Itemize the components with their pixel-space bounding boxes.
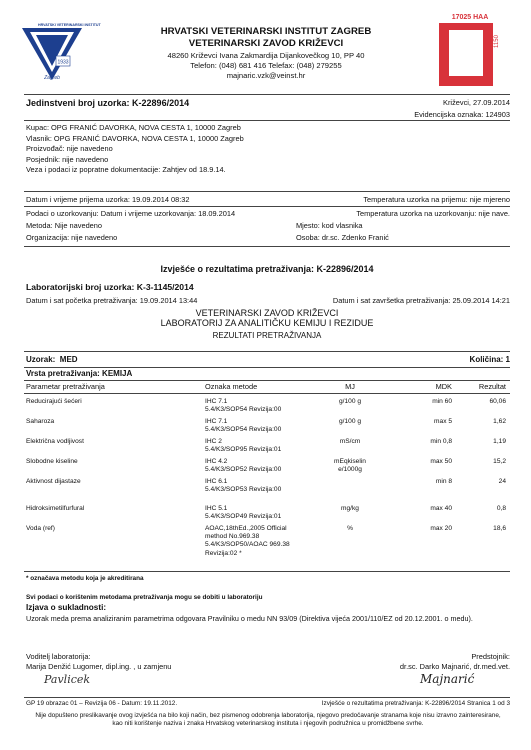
chief-name: dr.sc. Darko Majnarić, dr.med.vet. xyxy=(399,662,510,671)
result-value: 1,62 xyxy=(493,418,506,425)
method-line: 5.4/K3/SOP95 Revizija:01 xyxy=(205,446,282,454)
sample-id: Jedinstveni broj uzorka: K-22896/2014 xyxy=(26,98,190,108)
method-line: IHC 6.1 xyxy=(205,478,228,485)
conformity-text: Uzorak meda prema analiziranim parametrima odgovara Pravilniku o medu NN 93/09 (Direktiva vijeća 2001/110/EZ od 20.12.2001. o medu). xyxy=(26,614,473,623)
reception-date: Datum i vrijeme prijema uzorka: 19.09.2014 08:32 xyxy=(26,195,190,204)
mdk-value: max 40 xyxy=(430,505,452,512)
unit xyxy=(322,398,378,406)
method-code xyxy=(205,438,325,454)
result-value: 24 xyxy=(498,478,506,485)
result-value: 60,06 xyxy=(489,398,506,405)
accredited-note: * označava metodu koja je akreditirana xyxy=(26,575,144,582)
unit xyxy=(322,418,378,426)
mdk-value: max 50 xyxy=(430,458,452,465)
phone-line: Telefon: (048) 681 416 Telefax: (048) 279255 xyxy=(190,60,342,70)
unit-line: g/100 g xyxy=(339,418,361,425)
unit xyxy=(322,458,378,474)
sampling-org: Organizacija: nije navedeno xyxy=(26,233,118,242)
method-line: IHC 5.1 xyxy=(205,505,228,512)
header-parameter: Parametar pretraživanja xyxy=(26,382,105,391)
chief-label: Predstojnik: xyxy=(471,652,510,661)
report-lab: LABORATORIJ ZA ANALITIČKU KEMIJU I REZIDUE xyxy=(160,318,374,329)
parameter-name: Električna vodljivost xyxy=(26,438,84,445)
quantity: Količina: 1 xyxy=(469,355,510,364)
unit-line: e/1000g xyxy=(338,466,362,474)
method-line: 5.4/K3/SOP54 Revizija:00 xyxy=(205,426,282,434)
test-start: Datum i sat početka pretraživanja: 19.09.2014 13:44 xyxy=(26,296,198,305)
sampling-place: Mjesto: kod vlasnika xyxy=(296,221,363,230)
lab-head-name: Marija Denžić Lugomer, dipl.ing. , u zamjenu xyxy=(26,662,172,671)
documentation: Veza i podaci iz popratne dokumentacije: Zahtjev od 18.9.14. xyxy=(26,165,226,175)
result-value: 0,8 xyxy=(496,505,506,512)
unit-line: % xyxy=(347,525,353,532)
footer-page: Izvješće o rezultatima pretraživanja: K-22896/2014 Stranica 1 od 3 xyxy=(321,700,510,707)
mdk-value: min 60 xyxy=(432,398,452,405)
accreditation-logo-icon xyxy=(428,23,512,87)
results-heading: REZULTATI PRETRAŽIVANJA xyxy=(212,331,322,340)
chief-signature: Majnarić xyxy=(420,672,475,686)
producer: Proizvođač: nije navedeno xyxy=(26,144,113,154)
method-line: IHC 2 xyxy=(205,438,222,445)
accreditation-code: 17025 HAA xyxy=(451,14,489,21)
method-line: Revizija:02 * xyxy=(205,549,242,557)
unit xyxy=(322,438,378,446)
lab-head-label: Voditelj laboratorija: xyxy=(26,652,91,661)
sampling-data: Podaci o uzorkovanju: Datum i vrijeme uzorkovanja: 18.09.2014 xyxy=(26,209,236,218)
result-value: 1,19 xyxy=(493,438,506,445)
header-method: Oznaka metode xyxy=(205,382,258,391)
parameter-name: Saharoza xyxy=(26,418,55,425)
report-title: Izvješće o rezultatima pretraživanja: K-22896/2014 xyxy=(160,264,374,274)
test-type: Vrsta pretraživanja: KEMIJA xyxy=(26,369,133,378)
customer: Kupac: OPG FRANIĆ DAVORKA, NOVA CESTA 1, 10000 Zagreb xyxy=(26,123,241,132)
unit-line: mS/cm xyxy=(339,438,361,445)
parameter-name: Aktivnost dijastaze xyxy=(26,478,81,485)
method-line: IHC 7.1 xyxy=(205,398,228,405)
institute-logo-icon xyxy=(22,20,82,82)
result-value: 15,2 xyxy=(493,458,506,465)
lab-number: Laboratorijski broj uzorka: K-3-1145/2014 xyxy=(26,282,194,292)
mdk-value: max 20 xyxy=(430,525,452,532)
result-value: 18,6 xyxy=(493,525,506,532)
conformity-title: Izjava o sukladnosti: xyxy=(26,603,107,612)
mdk-value: min 8 xyxy=(435,478,452,485)
header-unit: MJ xyxy=(345,382,355,391)
unit-line: g/100 g xyxy=(339,398,361,405)
method-line: 5.4/K3/SOP53 Revizija:00 xyxy=(205,486,282,494)
method-code xyxy=(205,505,325,521)
accreditation-number: 1150 xyxy=(494,35,500,48)
institute-name: HRVATSKI VETERINARSKI INSTITUT ZAGREB xyxy=(160,26,372,37)
method-line: 5.4/K3/SOP49 Revizija:01 xyxy=(205,513,282,521)
address-line: 48260 Križevci Ivana Zakmardija Dijankovečkog 10, PP 40 xyxy=(167,51,365,60)
institute-address xyxy=(96,51,436,81)
unit-line: mg/kg xyxy=(341,505,359,512)
parameter-name: Reducirajući šećeri xyxy=(26,398,82,405)
method-line: 5.4/K3/SOP50/AOAC 969.38 xyxy=(205,541,290,549)
footer-form: GP 19 obrazac 01 – Revizija 06 - Datum: 19.11.2012. xyxy=(26,700,178,707)
method-code xyxy=(205,458,325,474)
parameter-name: Voda (ref) xyxy=(26,525,55,532)
method-line: IHC 7.1 xyxy=(205,418,228,425)
header-result: Rezultat xyxy=(478,382,506,391)
sample-id-value: K-22896/2014 xyxy=(132,98,190,108)
mdk-value: min 0,8 xyxy=(430,438,452,445)
method-code xyxy=(205,478,325,494)
footer-disclaimer: Nije dopušteno preslikavanje ovog izvješća na bilo koji način, bez pismenog odobrenja laboratorija, njegovo predočavanje stranama koje nisu izravno zainteresirane, kao niti korištenje naziva i znaka Hrvatskog veterinarskog instituta i njegovih podružnica u promidžbene svrhe. xyxy=(35,712,501,728)
method-line: 5.4/K3/SOP54 Revizija:00 xyxy=(205,406,282,414)
institute-title xyxy=(96,26,436,49)
parameter-name: Hidroksimetilfurfural xyxy=(26,505,85,512)
evidence-value: 124903 xyxy=(485,110,510,119)
lab-head-signature: Pavlicek xyxy=(44,673,91,686)
report-center: VETERINARSKI ZAVOD KRIŽEVCI xyxy=(195,308,339,318)
logo-year: 1933 xyxy=(57,59,69,66)
holder: Posjednik: nije navedeno xyxy=(26,154,109,164)
sample-type-value: MED xyxy=(59,355,78,364)
method-line: 5.4/K3/SOP52 Revizija:00 xyxy=(205,466,282,474)
email-line: majnaric.vzk@veinst.hr xyxy=(226,70,306,80)
method-code xyxy=(205,525,325,558)
unit-line: mEqkiselin xyxy=(334,458,366,465)
logo-city: Zagreb xyxy=(44,75,60,81)
test-end: Datum i sat završetka pretraživanja: 25.09.2014 14:21 xyxy=(332,296,510,305)
unit xyxy=(322,505,378,513)
methods-note: Svi podaci o korištenim metodama pretraživanja mogu se dobiti u laboratoriju xyxy=(26,594,263,601)
unit xyxy=(322,525,378,533)
sample-type: Uzorak: MED xyxy=(26,355,78,364)
method-line: IHC 4.2 xyxy=(205,458,228,465)
results-table-header xyxy=(24,380,510,394)
evidence-mark: Evidencijska oznaka: 124903 xyxy=(414,110,510,119)
place-date: Križevci, 27.09.2014 xyxy=(443,98,510,107)
reception-temp: Temperatura uzorka na prijemu: nije mjereno xyxy=(363,195,510,204)
accreditation-mark xyxy=(428,14,512,90)
center-name: VETERINARSKI ZAVOD KRIŽEVCI xyxy=(188,37,344,49)
owner: Vlasnik: OPG FRANIĆ DAVORKA, NOVA CESTA 1, 10000 Zagreb xyxy=(26,133,244,143)
mdk-value: max 5 xyxy=(434,418,452,425)
sampling-person: Osoba: dr.sc. Zdenko Franić xyxy=(296,233,389,242)
method-code xyxy=(205,418,325,434)
method-line: method No.969.38 xyxy=(205,533,260,541)
logo-small-text: HRVATSKI VETERINARSKI INSTITUT xyxy=(38,23,101,27)
sampling-method: Metoda: Nije navedeno xyxy=(26,221,103,230)
method-line: AOAC,18thEd.,2005 Official xyxy=(205,525,287,532)
sampling-temp: Temperatura uzorka na uzorkovanju: nije nave. xyxy=(356,209,510,218)
method-code xyxy=(205,398,325,414)
parties-block xyxy=(26,123,244,176)
header-mdk: MDK xyxy=(435,382,452,391)
parameter-name: Slobodne kiseline xyxy=(26,458,78,465)
report-lab-heading xyxy=(24,308,510,329)
